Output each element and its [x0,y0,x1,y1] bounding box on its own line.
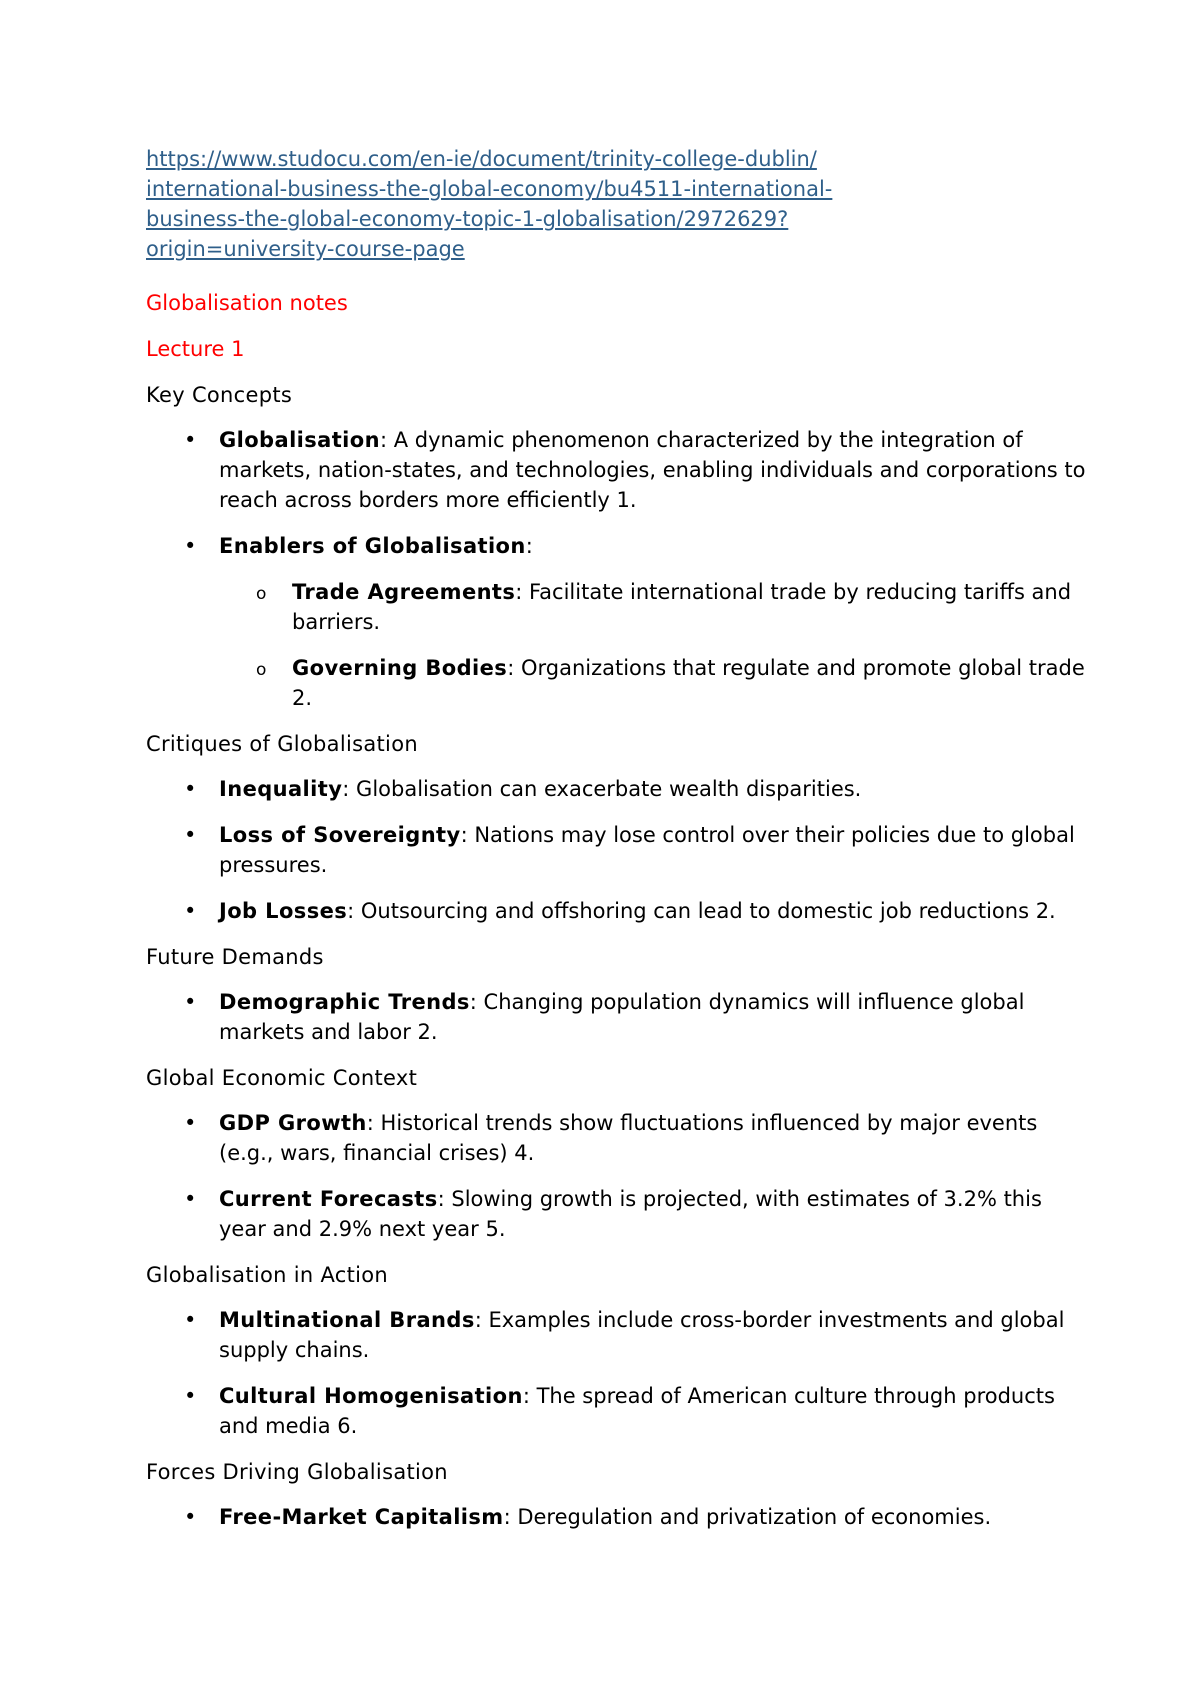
item-term: Job Losses [219,899,348,923]
item-text: : Deregulation and privatization of economies. [503,1505,992,1529]
enablers-sublist [219,577,1086,713]
sub-list-item [219,653,1086,713]
future-demands-heading: Future Demands [146,945,324,969]
item-text: : A dynamic phenomenon characterized by the integration of markets, nation-states, and technologies, enabling individuals and corporations to reach across borders more efficiently 1. [219,428,1086,512]
source-link-line-3[interactable]: business-the-global-economy-topic-1-globalisation/2972629? [146,207,789,231]
item-term: Multinational Brands [219,1308,475,1332]
future-demands-list [146,987,1086,1047]
item-term: Trade Agreements [292,580,516,604]
item-text: : Globalisation can exacerbate wealth disparities. [342,777,862,801]
bullet-icon: • [184,1384,197,1408]
list-item [146,531,1086,713]
source-link[interactable] [146,144,1086,264]
item-text: : Changing population dynamics will influence global markets and labor 2. [219,990,1025,1044]
item-term: Enablers of Globalisation [219,534,526,558]
source-link-line-2[interactable]: international-business-the-global-economy/bu4511-international- [146,177,833,201]
list-item [146,774,1086,804]
item-term: Cultural Homogenisation [219,1384,523,1408]
forces-driving-list [146,1502,1086,1532]
economic-context-heading: Global Economic Context [146,1066,418,1090]
item-text: : Facilitate international trade by reducing tariffs and barriers. [292,580,1072,634]
list-item [146,1184,1086,1244]
item-text: : Organizations that regulate and promote global trade 2. [292,656,1085,710]
item-text: : Nations may lose control over their policies due to global pressures. [219,823,1075,877]
item-text: : The spread of American culture through products and media 6. [219,1384,1055,1438]
forces-driving-heading: Forces Driving Globalisation [146,1460,448,1484]
list-item [146,820,1086,880]
bullet-icon: • [184,777,197,801]
document-page [146,144,1086,1548]
bullet-icon: • [184,534,197,558]
list-item [146,1502,1086,1532]
list-item [146,425,1086,515]
bullet-icon: • [184,899,197,923]
item-text: : Outsourcing and offshoring can lead to domestic job reductions 2. [347,899,1056,923]
bullet-icon: • [184,1505,197,1529]
item-text: : Examples include cross-border investments and global supply chains. [219,1308,1065,1362]
source-link-line-4[interactable]: origin=university-course-page [146,237,465,261]
list-item [146,1305,1086,1365]
item-term: Demographic Trends [219,990,470,1014]
item-term: Governing Bodies [292,656,508,680]
list-item [146,1108,1086,1168]
sub-list-item [219,577,1086,637]
critiques-heading: Critiques of Globalisation [146,732,418,756]
item-term: Inequality [219,777,343,801]
item-text: : Slowing growth is projected, with estimates of 3.2% this year and 2.9% next year 5. [219,1187,1042,1241]
bullet-icon: • [184,823,197,847]
list-item [146,987,1086,1047]
bullet-icon: • [184,1187,197,1211]
item-term: Loss of Sovereignty [219,823,461,847]
item-term: Current Forecasts [219,1187,438,1211]
list-item [146,896,1086,926]
item-term: GDP Growth [219,1111,367,1135]
source-link-line-1[interactable]: https://www.studocu.com/en-ie/document/trinity-college-dublin/ [146,147,817,171]
globalisation-in-action-heading: Globalisation in Action [146,1263,389,1287]
critiques-list [146,774,1086,926]
list-item [146,1381,1086,1441]
circle-bullet-icon: o [256,660,267,680]
key-concepts-list [146,425,1086,713]
bullet-icon: • [184,1308,197,1332]
lecture-heading: Lecture 1 [146,337,245,361]
document-title: Globalisation notes [146,291,348,315]
item-term: Globalisation [219,428,380,452]
economic-context-list [146,1108,1086,1244]
item-text: : Historical trends show fluctuations influenced by major events (e.g., wars, financial crises) 4. [219,1111,1038,1165]
item-term: Free-Market Capitalism [219,1505,504,1529]
bullet-icon: • [184,428,197,452]
globalisation-in-action-list [146,1305,1086,1441]
key-concepts-heading: Key Concepts [146,383,293,407]
item-text: : [525,534,533,558]
bullet-icon: • [184,990,197,1014]
circle-bullet-icon: o [256,584,267,604]
bullet-icon: • [184,1111,197,1135]
